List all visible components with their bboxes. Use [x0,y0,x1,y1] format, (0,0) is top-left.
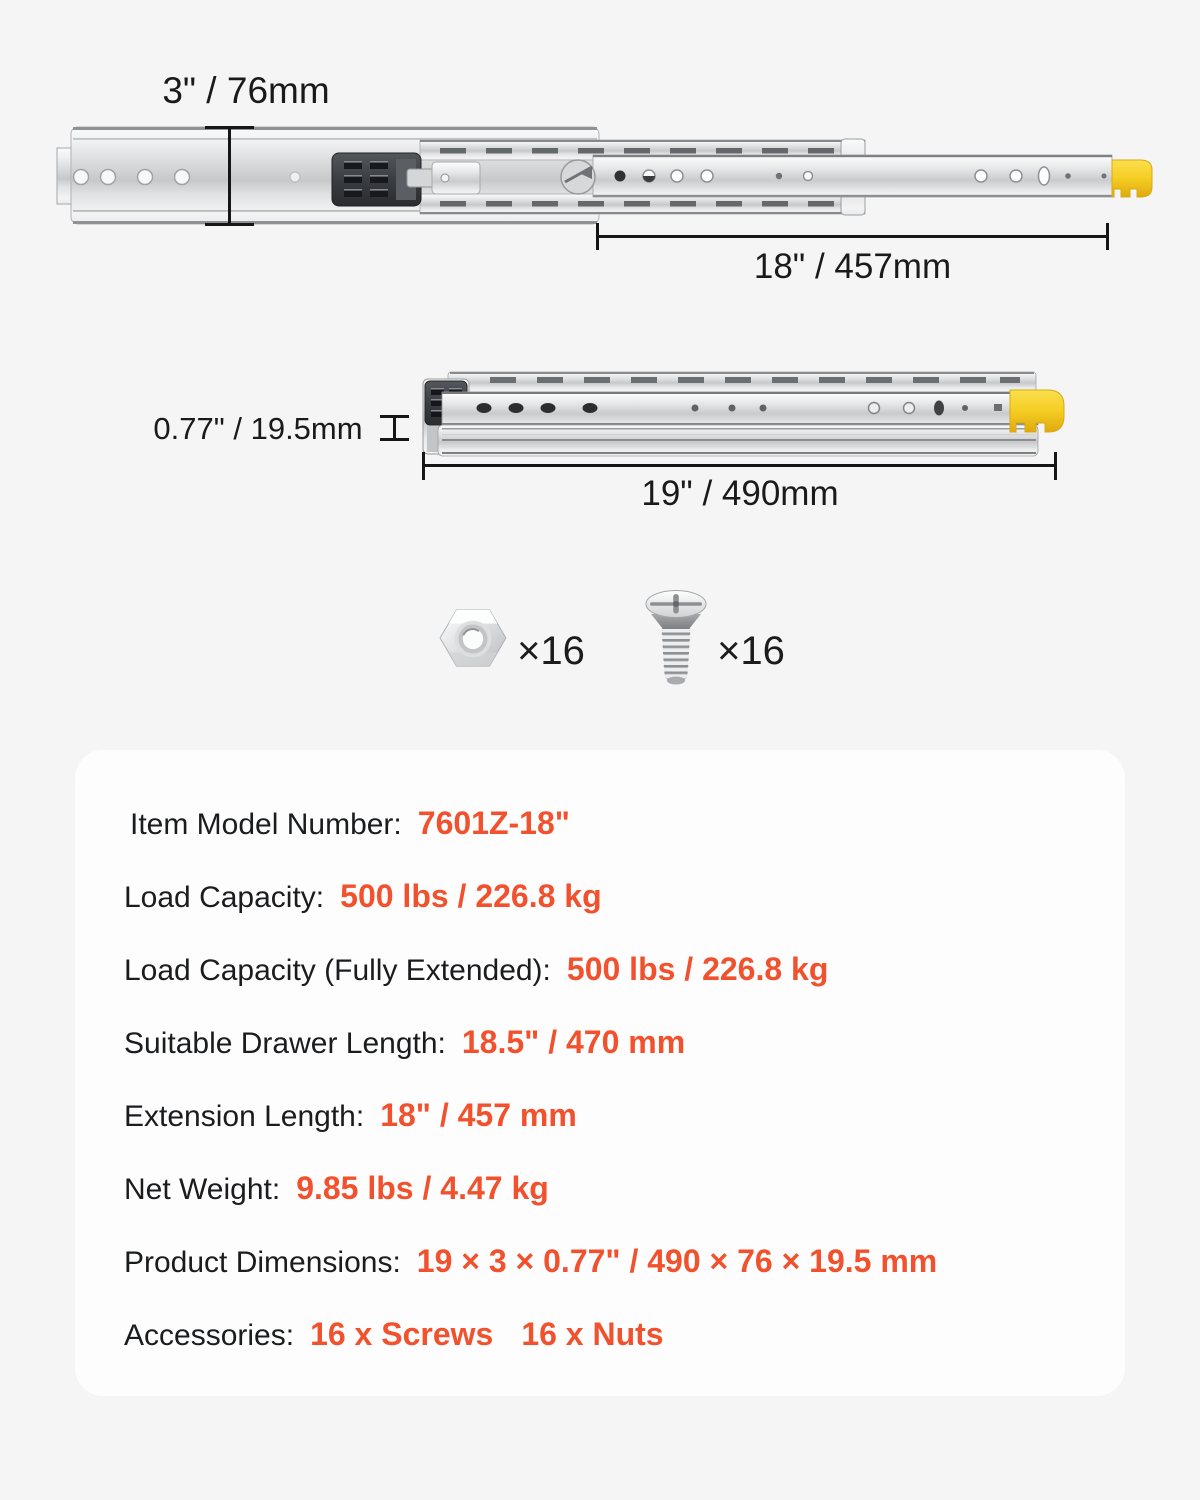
height-dimension-label: 3" / 76mm [162,70,330,111]
spec-label: Product Dimensions: [124,1246,401,1279]
thickness-dimension-cap-bottom [380,438,409,441]
extension-dimension-tick-right [1106,223,1109,250]
screw-count-label: ×16 [717,629,785,673]
spec-value: 9.85 lbs / 4.47 kg [296,1170,549,1206]
spec-value: 500 lbs / 226.8 kg [566,951,829,987]
length-dimension-label: 19" / 490mm [641,474,839,513]
spec-label: Load Capacity (Fully Extended): [124,954,551,987]
spec-value: 500 lbs / 226.8 kg [340,878,602,914]
closed-drawer-slide-illustration [418,366,1068,466]
nut-count-label: ×16 [517,629,585,673]
spec-row [124,1243,1085,1279]
spec-row [124,878,1085,914]
extension-dimension-tick-left [596,223,599,250]
spec-row [124,1024,1085,1060]
spec-rows [75,750,1125,1352]
extended-drawer-slide-illustration [55,122,1155,232]
spec-row [124,951,1085,987]
spec-value-secondary: 16 x Nuts [521,1316,664,1352]
extension-dimension-line [596,235,1109,238]
spec-label: Item Model Number: [130,808,402,841]
spec-value: 7601Z-18" [417,805,570,841]
spec-row [124,805,1085,841]
length-dimension-line [422,464,1057,467]
spec-label: Load Capacity: [124,881,325,914]
spec-value: 18.5" / 470 mm [461,1024,686,1060]
spec-value: 18" / 457 mm [380,1097,577,1133]
spec-row [124,1316,1085,1352]
spec-value: 19 × 3 × 0.77" / 490 × 76 × 19.5 mm [416,1243,938,1279]
hex-nut-icon [437,607,509,669]
spec-label: Extension Length: [124,1100,365,1133]
extension-dimension-label: 18" / 457mm [753,247,952,286]
spec-label: Suitable Drawer Length: [124,1027,446,1060]
flat-head-screw-icon [644,589,708,689]
thickness-dimension-label: 0.77" / 19.5mm [153,411,363,446]
spec-row [124,1097,1085,1133]
height-dimension-cap-top [205,126,254,129]
spec-row [124,1170,1085,1206]
spec-value: 16 x Screws [310,1316,494,1352]
height-dimension-cap-bottom [205,223,254,226]
spec-label: Accessories: [124,1319,295,1352]
thickness-dimension-cap-top [380,415,409,418]
spec-card [75,750,1125,1396]
height-dimension-line [228,128,231,226]
spec-label: Net Weight: [124,1173,281,1206]
